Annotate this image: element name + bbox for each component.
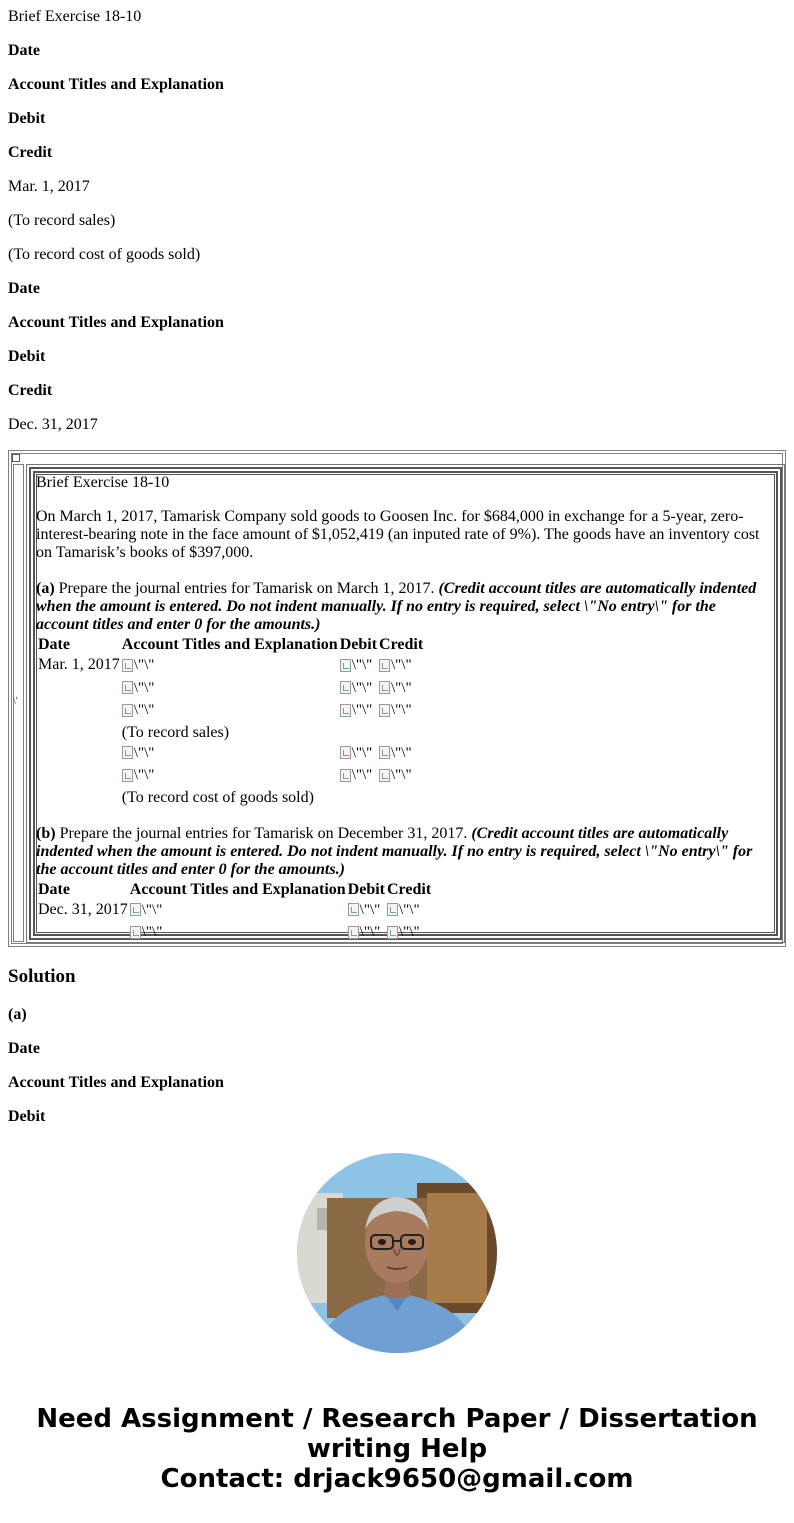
exercise-content xyxy=(36,474,764,946)
header-credit: Credit xyxy=(8,144,53,161)
problem-intro: On March 1, 2017, Tamarisk Company sold goods to Goosen Inc. for $684,000 in exchange for a 5-year, zero-interest-bearing note in the face amount of $1,052,419 (an inputed rate of 9%). The goods have an inventory cost on Tamarisk’s books of $397,000. xyxy=(36,508,760,561)
image-alt: \"\" xyxy=(133,679,155,696)
side-mark: \' xyxy=(13,696,18,707)
debit-input[interactable] xyxy=(348,923,381,941)
part-a-label: (a) xyxy=(36,580,55,597)
image-alt: \"\" xyxy=(391,744,412,761)
image-alt: \"\" xyxy=(133,702,155,718)
broken-image-icon xyxy=(379,659,390,672)
broken-image-icon xyxy=(379,681,390,694)
image-alt: \"\" xyxy=(351,679,373,696)
part-a-text: Prepare the journal entries for Tamarisk on March 1, 2017. xyxy=(54,580,439,597)
image-alt: \"\" xyxy=(133,767,155,783)
debit-input[interactable] xyxy=(340,679,373,697)
broken-image-icon xyxy=(348,926,359,939)
table-row xyxy=(38,701,423,722)
journal-table-a xyxy=(36,634,425,809)
solution-part-a: (a) xyxy=(8,1006,27,1023)
header-account-titles-b: Account Titles and Explanation xyxy=(8,314,224,331)
table-row xyxy=(38,766,423,787)
part-b-label: (b) xyxy=(36,824,56,842)
broken-image-icon xyxy=(122,769,133,782)
debit-input[interactable] xyxy=(340,656,373,674)
col-debit: Debit xyxy=(339,636,378,653)
part-b-text: Prepare the journal entries for Tamarisk on December 31, 2017. xyxy=(55,824,472,842)
col-debit: Debit xyxy=(347,880,385,898)
part-a-instructions xyxy=(36,580,764,634)
image-alt: \"\" xyxy=(399,901,420,918)
part-b-instructions xyxy=(36,825,764,879)
account-select[interactable] xyxy=(122,701,155,719)
solution-heading: Solution xyxy=(8,966,76,987)
image-alt: \"\" xyxy=(391,767,412,783)
header-debit: Debit xyxy=(8,110,46,127)
broken-image-icon xyxy=(387,926,398,939)
widget-side-column xyxy=(13,464,24,942)
table-row xyxy=(38,724,423,742)
credit-input[interactable] xyxy=(379,701,412,719)
table-row xyxy=(38,744,423,765)
header-date: Date xyxy=(8,42,40,59)
image-alt: \"\" xyxy=(133,744,155,761)
image-alt: \"\" xyxy=(351,657,373,673)
row-date: Mar. 1, 2017 xyxy=(38,656,120,673)
promo-contact: Contact: drjack9650@gmail.com xyxy=(160,1464,634,1494)
col-date: Date xyxy=(38,880,70,898)
broken-image-icon xyxy=(130,903,141,916)
header-account-titles: Account Titles and Explanation xyxy=(8,76,224,93)
image-alt: \"\" xyxy=(391,702,412,718)
broken-image-icon xyxy=(122,704,133,717)
debit-input[interactable] xyxy=(348,901,381,919)
credit-input[interactable] xyxy=(379,679,412,697)
row-date: Dec. 31, 2017 xyxy=(38,900,128,918)
broken-image-icon xyxy=(379,704,390,717)
broken-image-icon xyxy=(122,681,133,694)
image-alt: \"\" xyxy=(141,924,163,940)
table-row xyxy=(38,679,423,700)
table-row xyxy=(38,923,431,944)
broken-image-icon xyxy=(387,903,398,916)
image-alt: \"\" xyxy=(133,657,155,673)
broken-image-icon xyxy=(130,926,141,939)
account-select[interactable] xyxy=(122,766,155,784)
journal-table-b xyxy=(36,879,433,946)
part-b-note: (Credit account titles are automatically indented when the amount is entered. Do not indent manually. If no entry is required, select \"No entry\" for the account titles and enter 0 for the amounts.) xyxy=(36,824,753,878)
col-account: Account Titles and Explanation xyxy=(121,636,338,653)
account-select[interactable] xyxy=(130,901,163,919)
widget-title: Brief Exercise 18-10 xyxy=(36,474,170,491)
solution-header-date: Date xyxy=(8,1040,40,1057)
col-credit: Credit xyxy=(379,636,424,653)
image-alt: \"\" xyxy=(391,679,412,696)
solution-header-debit: Debit xyxy=(8,1108,46,1125)
col-date: Date xyxy=(38,636,70,653)
broken-image-icon xyxy=(348,903,359,916)
author-portrait-graphic xyxy=(297,1153,497,1353)
promo-line-1: Need Assignment / Research Paper / Dissertation xyxy=(36,1404,758,1434)
broken-image-icon xyxy=(340,659,351,672)
image-alt: \"\" xyxy=(359,924,381,940)
collapse-icon[interactable] xyxy=(12,454,20,462)
note-record-sales: (To record sales) xyxy=(8,212,116,229)
broken-image-icon xyxy=(340,769,351,782)
account-select[interactable] xyxy=(122,744,155,762)
broken-image-icon xyxy=(379,746,390,759)
credit-input[interactable] xyxy=(379,744,412,762)
account-select[interactable] xyxy=(130,923,163,941)
image-alt: \"\" xyxy=(141,901,163,918)
table-row xyxy=(38,901,431,922)
broken-image-icon xyxy=(340,746,351,759)
table-row xyxy=(38,656,423,677)
note-record-cogs: (To record cost of goods sold) xyxy=(121,788,314,806)
table-row xyxy=(38,789,423,807)
credit-input[interactable] xyxy=(387,923,420,941)
broken-image-icon xyxy=(340,681,351,694)
note-record-cogs: (To record cost of goods sold) xyxy=(8,246,201,263)
part-a-note: (Credit account titles are automatically indented when the amount is entered. Do not indent manually. If no entry is required, select \"No entry\" for the account titles and enter 0 for the amounts.) xyxy=(36,580,757,633)
credit-input[interactable] xyxy=(379,766,412,784)
image-alt: \"\" xyxy=(399,924,420,940)
image-alt: \"\" xyxy=(351,702,373,718)
credit-input[interactable] xyxy=(387,901,420,919)
promo-line-2: writing Help xyxy=(306,1434,488,1464)
debit-input[interactable] xyxy=(340,766,373,784)
broken-image-icon xyxy=(122,659,133,672)
broken-image-icon xyxy=(122,746,133,759)
debit-input[interactable] xyxy=(340,744,373,762)
account-select[interactable] xyxy=(122,656,155,674)
header-date-b: Date xyxy=(8,280,40,297)
account-select[interactable] xyxy=(122,679,155,697)
header-debit-b: Debit xyxy=(8,348,46,365)
promo-banner xyxy=(0,1404,794,1494)
note-record-sales: (To record sales) xyxy=(121,723,230,741)
exercise-title: Brief Exercise 18-10 xyxy=(8,8,142,25)
header-credit-b: Credit xyxy=(8,382,53,399)
image-alt: \"\" xyxy=(391,657,412,673)
credit-input[interactable] xyxy=(379,656,412,674)
col-account: Account Titles and Explanation xyxy=(129,880,346,898)
entry-date-b: Dec. 31, 2017 xyxy=(8,416,98,433)
broken-image-icon xyxy=(379,769,390,782)
col-credit: Credit xyxy=(387,880,432,898)
author-photo xyxy=(297,1153,497,1353)
image-alt: \"\" xyxy=(351,767,373,783)
debit-input[interactable] xyxy=(340,701,373,719)
image-alt: \"\" xyxy=(359,901,381,918)
solution-header-account: Account Titles and Explanation xyxy=(8,1074,224,1091)
entry-date-a: Mar. 1, 2017 xyxy=(8,178,90,195)
broken-image-icon xyxy=(340,704,351,717)
image-alt: \"\" xyxy=(351,744,373,761)
